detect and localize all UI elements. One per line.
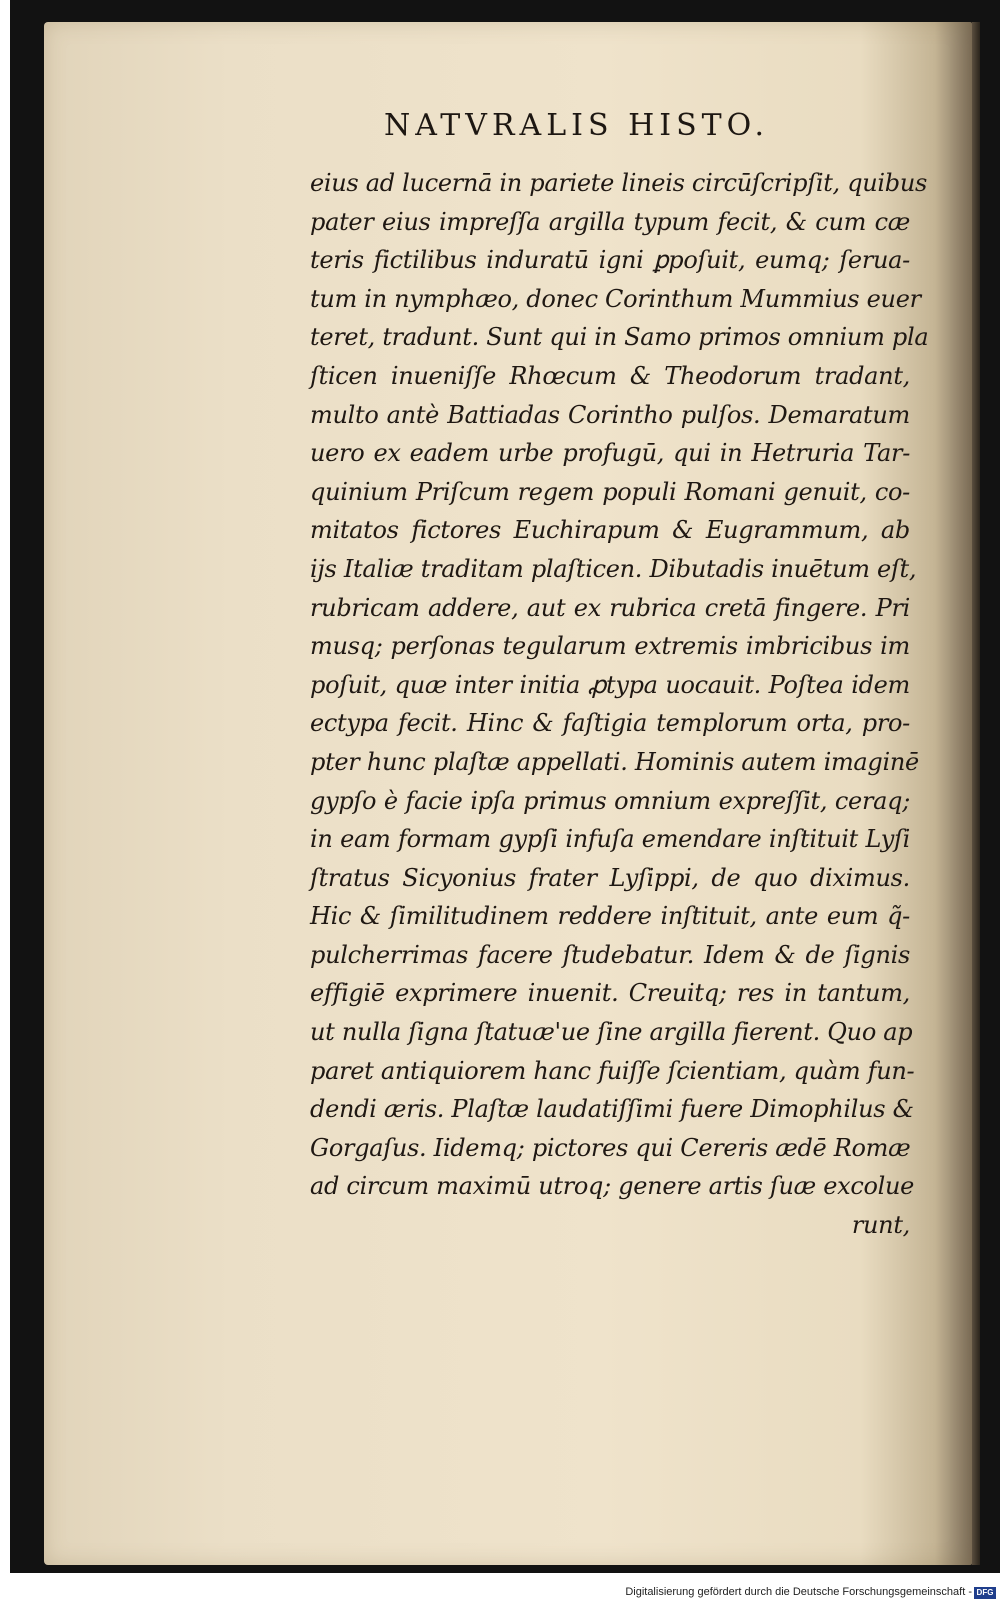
book-page	[44, 22, 972, 1565]
text-line: pulcherrimas facere ſtudebatur. Idem & de ſignis	[310, 940, 910, 969]
text-block	[310, 164, 929, 1245]
dfg-logo-badge: DFG	[974, 1587, 996, 1599]
text-line: rubricam addere, aut ex rubrica cretā fingere. Pri	[310, 593, 910, 622]
text-line: Hic & ſimilitudinem reddere inſtituit, ante eum q̃-	[310, 902, 910, 931]
text-line: ſtratus Sicyonius frater Lyſippi, de quo diximus.	[310, 863, 910, 892]
text-line: eius ad lucernā in pariete lineis circūſcripſit, quibus	[310, 169, 928, 197]
text-line: ectypa fecit. Hinc & faſtigia templorum orta, pro-	[310, 709, 910, 738]
text-line: teris fictilibus induratū igni ꝑpoſuit, eumq; ſerua-	[310, 246, 910, 275]
text-line: tum in nymphæo, donec Corinthum Mummius euer	[310, 284, 921, 313]
page-edge	[972, 22, 980, 1565]
text-line: poſuit, quæ inter initia ꝓtypa uocauit. Poſtea idem	[310, 670, 910, 699]
text-line: multo antè Battiadas Corintho pulſos. Demaratum	[310, 400, 910, 429]
text-line: ſticen inueniſſe Rhœcum & Theodorum tradant,	[310, 361, 910, 390]
text-line: uero ex eadem urbe profugū, qui in Hetruria Tar-	[310, 439, 910, 468]
text-line: pater eius impreſſa argilla typum fecit, & cum cæ	[310, 207, 910, 236]
text-line: gypſo è facie ipſa primus omnium expreſſit, ceraq;	[310, 786, 910, 815]
text-line: dendi æris. Plaſtæ laudatiſſimi fuere Dimophilus &	[310, 1095, 914, 1124]
text-line: paret antiquiorem hanc fuiſſe ſcientiam, quàm fun-	[310, 1056, 915, 1085]
text-line: Gorgaſus. Iidemq; pictores qui Cereris ædē Romæ	[310, 1133, 911, 1162]
text-line: ut nulla ſigna ſtatuæ'ue ſine argilla fierent. Quo ap	[310, 1018, 913, 1047]
catchword: runt,	[851, 1211, 910, 1240]
text-line: pter hunc plaſtæ appellati. Hominis autem imaginē	[310, 747, 919, 776]
text-line: mitatos fictores Euchirapum & Eugrammum, ab	[310, 516, 910, 545]
text-line: musq; perſonas tegularum extremis imbricibus im	[310, 632, 910, 661]
text-line: ijs Italiæ traditam plaſticen. Dibutadis inuētum eſt,	[310, 554, 917, 583]
text-line: ad circum maximū utroq; genere artis ſuæ excolue	[310, 1172, 915, 1201]
digitization-credit: Digitalisierung gefördert durch die Deutsche Forschungsgemeinschaft -	[625, 1586, 972, 1598]
running-head: NATVRALIS HISTO.	[384, 108, 770, 143]
text-line: effigiē exprimere inuenit. Creuitq; res in tantum,	[310, 979, 910, 1008]
text-line: teret, tradunt. Sunt qui in Samo primos omnium pla	[310, 323, 929, 352]
text-line: in eam formam gypſi infuſa emendare inſtituit Lyſi	[310, 825, 910, 854]
text-line: quinium Priſcum regem populi Romani genuit, co-	[310, 477, 910, 506]
